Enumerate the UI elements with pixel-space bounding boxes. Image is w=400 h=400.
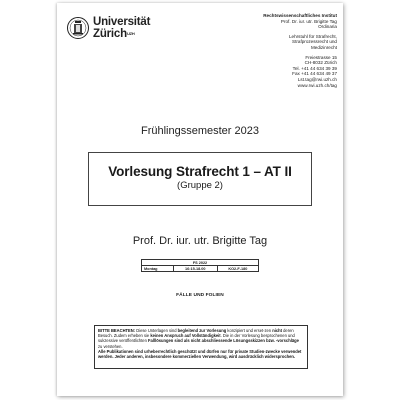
- schedule-time: 16:15-18.00: [173, 266, 217, 272]
- notice-label: BITTE BEACHTEN:: [98, 328, 136, 333]
- institute-street: Freiestrasse 15: [305, 54, 337, 60]
- logo-line-2: [93, 28, 150, 40]
- institute-chair-1: Lehrstuhl für Strafrecht,: [288, 33, 337, 39]
- notice-text-b: begleitend zur Vorlesung: [177, 328, 227, 333]
- notice-text-c: konzipiert und erset-zen: [227, 328, 272, 333]
- schedule-row: [142, 266, 259, 272]
- logo-sup: UZH: [126, 31, 135, 36]
- notice-box: [94, 325, 308, 369]
- institute-tel: Tel. +41 44 634 39 39: [292, 65, 337, 71]
- university-logo: [67, 15, 89, 46]
- notice-text-d: nicht: [272, 328, 283, 333]
- schedule-room: KO2-F-180: [217, 266, 258, 272]
- notice-copyright: Alle Publikationen sind urheberrechtlich geschützt und dürfen nur für private Studien-zwecke verwendet werden. Jeder anderen, insbesondere kommerziellen Verwendung, wird ausdrücklich widersprochen.: [98, 348, 302, 360]
- university-wordmark: [93, 16, 150, 40]
- institute-chair-2: Strafprozessrecht und: [292, 39, 337, 45]
- lecture-title: Vorlesung Strafrecht 1 – AT II: [108, 164, 292, 179]
- institute-fax: Fax +41 44 634 49 37: [292, 71, 337, 77]
- institute-email[interactable]: Lst.tag@rwi.uzh.ch: [297, 76, 337, 82]
- institute-city: CH-8032 Zürich: [304, 60, 337, 66]
- professor-name: Prof. Dr. iur. utr. Brigitte Tag: [132, 235, 268, 247]
- university-seal-icon: [67, 15, 89, 41]
- title-box: [88, 152, 312, 206]
- institute-web[interactable]: www.rwi.uzh.ch/tag: [297, 82, 337, 88]
- institute-chair-3: Medizinrecht: [310, 44, 337, 50]
- notice-text-a: Diese Unterlagen sind: [136, 328, 177, 333]
- schedule-table: [141, 259, 259, 272]
- institute-name: Rechtswissenschaftliches Institut: [263, 13, 337, 18]
- notice-text-g: . Die in der Vorlesung besprochenen und sukzessive veröffentlichten: [98, 333, 295, 344]
- schedule-header: FS 2022: [142, 260, 259, 266]
- institute-address-block: [207, 13, 337, 88]
- notice-paragraph-1: [98, 328, 304, 349]
- faelle-heading: FÄLLE UND FOLIEN: [176, 293, 224, 298]
- schedule-day: Montag: [142, 266, 174, 272]
- notice-text-i: zu verstehen.: [98, 343, 123, 349]
- institute-prof: Prof. Dr. iur. utr. Brigitte Tag: [280, 18, 337, 24]
- notice-text-e: deren Besuch. Zudem erheben sie: [98, 328, 294, 339]
- lecture-group: (Gruppe 2): [177, 180, 223, 191]
- notice-paragraph-2: [98, 349, 304, 359]
- semester-heading: Frühlingssemester 2023: [140, 125, 259, 137]
- institute-role: Ordinaria: [318, 24, 337, 30]
- document-page: [57, 3, 343, 396]
- notice-text-f: keinen Anspruch auf Vollständigkeit: [150, 333, 221, 339]
- logo-zurich: Zürich: [93, 28, 127, 40]
- logo-line-1: Universität: [93, 16, 151, 28]
- notice-text-h: Falllösungen sind als nicht abschliessende Lösungsskizzen bzw. -vorschläge: [148, 338, 299, 344]
